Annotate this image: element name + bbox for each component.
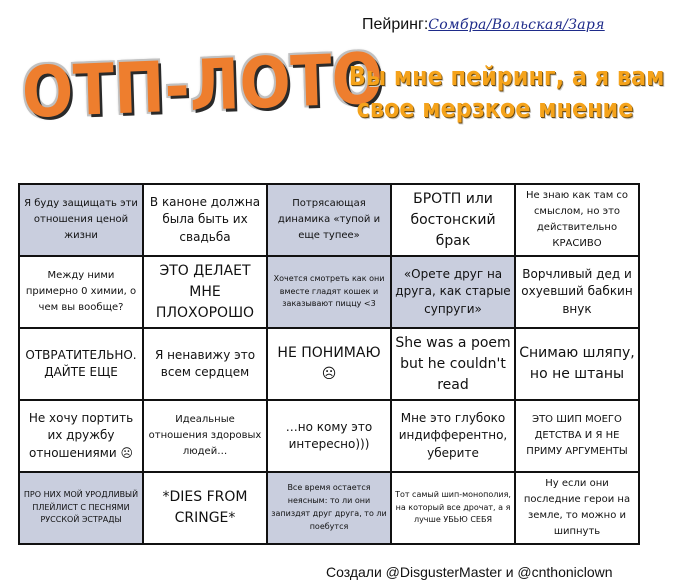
bingo-cell: ЭТО ДЕЛАЕТ МНЕ ПЛОХОРОШО (143, 256, 267, 328)
pairing-line (362, 16, 605, 34)
bingo-cell: Ворчливый дед и охуевший бабкин внук (515, 256, 639, 328)
bingo-cell: «Орете друг на друга, как старые супруги» (391, 256, 515, 328)
grid-row (19, 472, 639, 544)
pairing-value: Сомбра/Вольская/Заря (428, 17, 605, 33)
bingo-cell: Мне это глубоко индифферентно, уберите (391, 400, 515, 472)
logo: ОТП-ЛОТО (20, 37, 385, 134)
grid-row (19, 328, 639, 400)
bingo-cell: Ну если они последние герои на земле, то можно и шипнуть (515, 472, 639, 544)
bingo-cell: …но кому это интересно))) (267, 400, 391, 472)
bingo-cell: Не знаю как там со смыслом, но это действительно КРАСИВО (515, 184, 639, 256)
pairing-label: Пейринг: (362, 16, 429, 33)
bingo-cell: Снимаю шляпу, но не штаны (515, 328, 639, 400)
bingo-cell: Хочется смотреть как они вместе гладят кошек и заказывают пиццу <3 (267, 256, 391, 328)
bingo-cell: ПРО НИХ МОЙ УРОДЛИВЫЙ ПЛЕЙЛИСТ С ПЕСНЯМИ РУССКОЙ ЭСТРАДЫ (19, 472, 143, 544)
bingo-cell: Потрясающая динамика «тупой и еще тупее» (267, 184, 391, 256)
grid-row (19, 184, 639, 256)
slogan-line-2: свое мерзкое мнение (356, 94, 634, 124)
bingo-cell: НЕ ПОНИМАЮ ☹ (267, 328, 391, 400)
bingo-cell: Все время остается неясным: то ли они запиздят друг друга, то ли поебутся (267, 472, 391, 544)
grid-row (19, 256, 639, 328)
bingo-cell: Тот самый шип-монополия, на который все дрочат, а я лучше УБЬЮ СЕБЯ (391, 472, 515, 544)
bingo-cell: Не хочу портить их дружбу отношениями ☹ (19, 400, 143, 472)
slogan-line-1: Вы мне пейринг, а я вам (348, 62, 665, 92)
credits: Создали @DisgusterMaster и @cnthoniclown (326, 564, 613, 580)
bingo-grid (18, 183, 640, 545)
bingo-cell: Между ними примерно 0 химии, о чем вы вообще? (19, 256, 143, 328)
bingo-cell: ОТВРАТИТЕЛЬНО. ДАЙТЕ ЕЩЕ (19, 328, 143, 400)
bingo-cell: В каноне должна была быть их свадьба (143, 184, 267, 256)
grid-row (19, 400, 639, 472)
bingo-cell: Я буду защищать эти отношения ценой жизни (19, 184, 143, 256)
bingo-cell: Я ненавижу это всем сердцем (143, 328, 267, 400)
bingo-cell: She was a poem but he couldn't read (391, 328, 515, 400)
bingo-cell: Идеальные отношения здоровых людей… (143, 400, 267, 472)
bingo-cell: ЭТО ШИП МОЕГО ДЕТСТВА И Я НЕ ПРИМУ АРГУМЕНТЫ (515, 400, 639, 472)
bingo-cell: *DIES FROM CRINGE* (143, 472, 267, 544)
bingo-cell: БРОТП или бостонский брак (391, 184, 515, 256)
